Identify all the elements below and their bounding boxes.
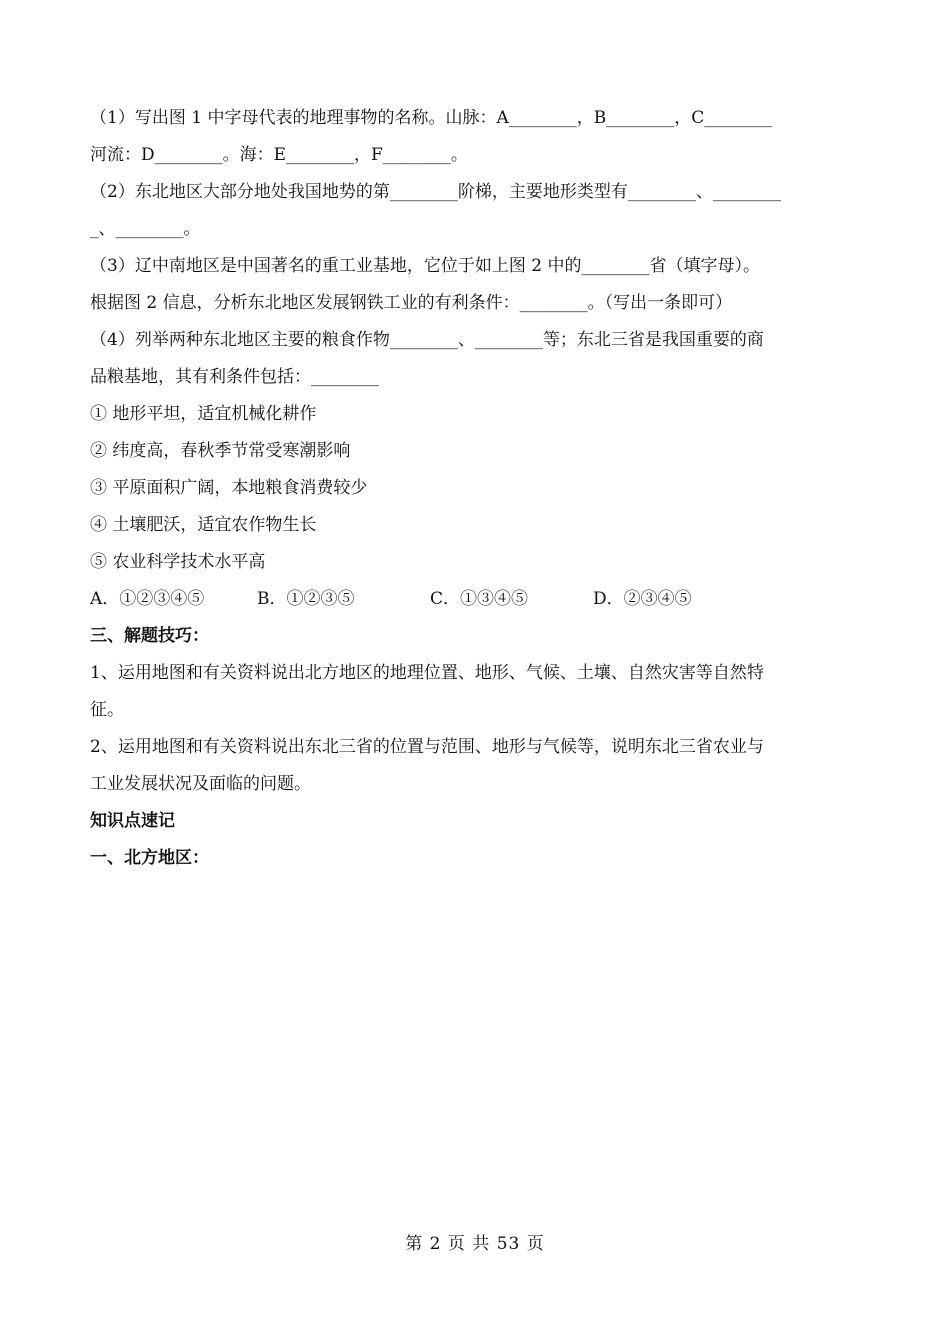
question-2-line-2: _、________。 [90, 219, 201, 239]
statement-4: ④ 土壤肥沃，适宜农作物生长 [90, 515, 317, 535]
option-a: A．①②③④⑤ [90, 589, 205, 609]
question-3-line-1: （3）辽中南地区是中国著名的重工业基地，它位于如上图 2 中的________省（填字母）。 [90, 256, 760, 276]
knowledge-heading: 知识点速记 [90, 811, 175, 831]
question-4-line-1: （4）列举两种东北地区主要的粮食作物________、________等；东北三省是我国重要的商 [90, 330, 764, 350]
statement-3: ③ 平原面积广阔，本地粮食消费较少 [90, 478, 368, 498]
question-3-line-2: 根据图 2 信息，分析东北地区发展钢铁工业的有利条件：________。（写出一条即可） [90, 293, 733, 313]
statement-5: ⑤ 农业科学技术水平高 [90, 552, 266, 572]
tip-1-line-2: 征。 [90, 700, 124, 720]
question-1-line-1: （1）写出图 1 中字母代表的地理事物的名称。山脉：A________，B________，C________ [90, 108, 773, 128]
option-b: B．①②③⑤ [257, 589, 355, 609]
answer-options [90, 581, 860, 618]
section-3-heading: 三、解题技巧： [90, 626, 209, 646]
question-2-line-1: （2）东北地区大部分地处我国地势的第________阶梯，主要地形类型有________、________ [90, 182, 781, 202]
tip-2-line-1: 2、运用地图和有关资料说出东北三省的位置与范围、地形与气候等，说明东北三省农业与 [90, 737, 764, 757]
question-4-line-2: 品粮基地，其有利条件包括：________ [90, 367, 379, 387]
question-1-line-2: 河流：D________。海：E________，F________。 [90, 145, 468, 165]
statement-2: ② 纬度高，春秋季节常受寒潮影响 [90, 441, 351, 461]
tip-2-line-2: 工业发展状况及面临的问题。 [90, 774, 311, 794]
page-number-footer: 第 2 页 共 53 页 [405, 1234, 545, 1254]
tip-1-line-1: 1、运用地图和有关资料说出北方地区的地理位置、地形、气候、土壤、自然灾害等自然特 [90, 663, 764, 683]
statement-1: ① 地形平坦，适宜机械化耕作 [90, 404, 317, 424]
page-content [90, 100, 860, 877]
knowledge-subheading: 一、北方地区： [90, 848, 209, 868]
option-d: D．②③④⑤ [593, 589, 692, 609]
option-c: C．①③④⑤ [430, 589, 529, 609]
